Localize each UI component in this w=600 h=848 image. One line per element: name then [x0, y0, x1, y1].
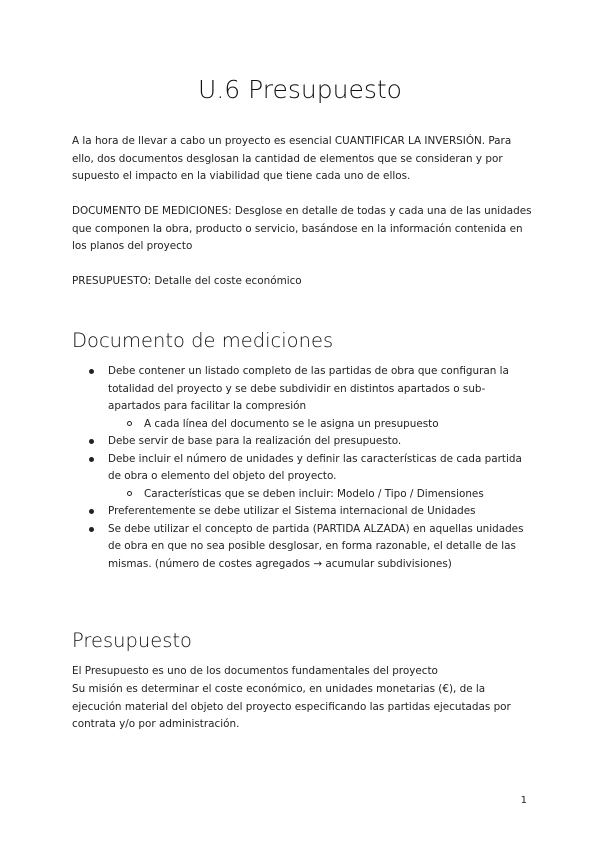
page-number: 1	[520, 795, 527, 806]
presupuesto-line-1: El Presupuesto es uno de los documentos fundamentales del proyecto	[72, 665, 438, 677]
presupuesto-heading: Presupuesto	[72, 629, 192, 652]
mediciones-heading: Documento de mediciones	[72, 329, 334, 352]
intro-paragraph: A la hora de llevar a cabo un proyecto es esencial CUANTIFICAR LA INVERSIÓN. Para ello, dos documentos desglosan la cantidad de elementos que se consideran y por supuesto el impacto en la viabilidad que tiene cada uno de ellos.	[72, 135, 512, 182]
mediciones-list	[72, 363, 532, 573]
mediciones-definition-paragraph: DOCUMENTO DE MEDICIONES: Desglose en detalle de todas y cada una de las unidades que componen la obra, producto o servicio, basándose en la información contenida en los planos del proyecto	[72, 205, 532, 252]
list-subitem: A cada línea del documento se le asigna un presupuesto	[72, 416, 532, 434]
presupuesto-definition-paragraph: PRESUPUESTO: Detalle del coste económico	[72, 275, 302, 287]
list-item: Se debe utilizar el concepto de partida (PARTIDA ALZADA) en aquellas unidades de obra en que no sea posible desglosar, en forma razonable, el detalle de las mismas. (número de costes agregados → acumular subdivisiones)	[72, 521, 532, 574]
list-subitem: Características que se deben incluir: Modelo / Tipo / Dimensiones	[72, 486, 532, 504]
list-item: Debe incluir el número de unidades y definir las características de cada partida de obra o elemento del objeto del proyecto.	[72, 451, 532, 486]
list-item: Debe servir de base para la realización del presupuesto.	[72, 433, 532, 451]
presupuesto-line-2: Su misión es determinar el coste económico, en unidades monetarias (€), de la ejecución material del objeto del proyecto especificando las partidas ejecutadas por contrata y/o por administración.	[72, 683, 511, 730]
list-item: Preferentemente se debe utilizar el Sistema internacional de Unidades	[72, 503, 532, 521]
list-item: Debe contener un listado completo de las partidas de obra que configuran la totalidad del proyecto y se debe subdividir en distintos apartados o sub-apartados para facilitar la compresión	[72, 363, 532, 416]
page-title: U.6 Presupuesto	[198, 75, 402, 104]
